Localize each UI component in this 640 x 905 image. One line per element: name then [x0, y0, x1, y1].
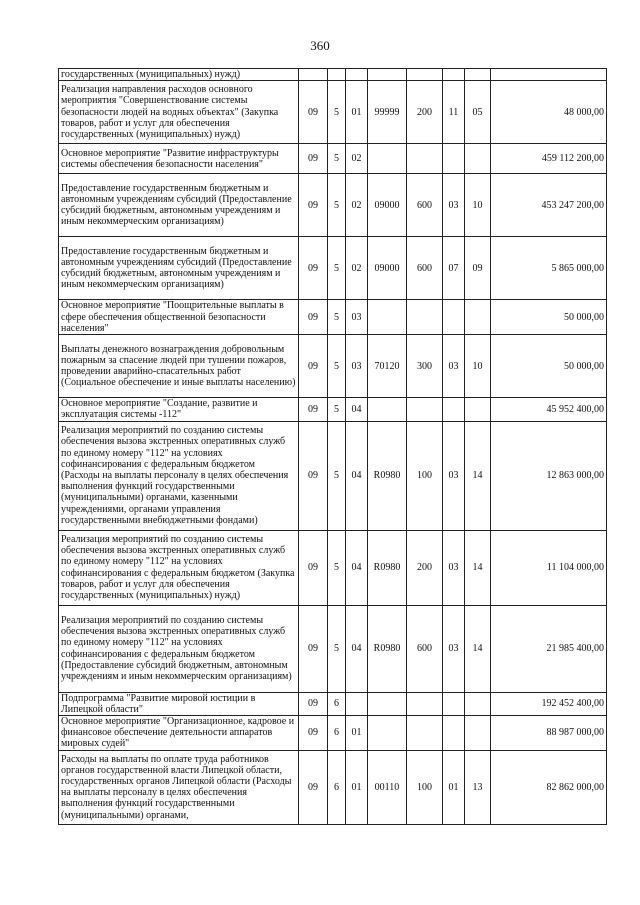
row-description: Основное мероприятие "Развитие инфраструктуры системы обеспечения безопасности населения" — [59, 144, 299, 174]
row-description: государственных (муниципальных) нужд) — [59, 69, 299, 81]
row-code-3: 03 — [346, 335, 368, 398]
row-amount: 50 000,00 — [491, 300, 607, 335]
row-code-7: 05 — [465, 81, 491, 144]
row-code-1: 09 — [299, 530, 328, 605]
budget-table — [58, 68, 607, 825]
row-code-3: 02 — [346, 237, 368, 300]
row-code-3: 04 — [346, 530, 368, 605]
row-description: Основное мероприятие "Поощрительные выплаты в сфере обеспечения общественной безопасности населения" — [59, 300, 299, 335]
row-code-6 — [443, 69, 465, 81]
row-code-5: 200 — [407, 530, 443, 605]
row-code-1: 09 — [299, 81, 328, 144]
row-code-2: 6 — [328, 750, 346, 824]
row-amount — [491, 69, 607, 81]
table-row — [59, 692, 607, 715]
table-body — [59, 69, 607, 825]
row-code-4 — [368, 398, 407, 421]
row-amount: 459 112 200,00 — [491, 144, 607, 174]
row-code-6: 03 — [443, 605, 465, 692]
row-code-1: 09 — [299, 335, 328, 398]
row-code-6: 03 — [443, 530, 465, 605]
row-code-1 — [299, 69, 328, 81]
row-code-7: 10 — [465, 174, 491, 237]
row-code-1: 09 — [299, 174, 328, 237]
row-code-7 — [465, 692, 491, 715]
row-code-5 — [407, 69, 443, 81]
row-code-4 — [368, 716, 407, 751]
row-amount: 453 247 200,00 — [491, 174, 607, 237]
row-description: Предоставление государственным бюджетным и автономным учреждениям субсидий (Предоставление субсидий бюджетным, автономным учреждениям и иным некоммерческим организациям) — [59, 174, 299, 237]
row-code-7: 14 — [465, 605, 491, 692]
row-code-3: 01 — [346, 750, 368, 824]
row-code-4 — [368, 144, 407, 174]
row-amount: 45 952 400,00 — [491, 398, 607, 421]
row-code-4 — [368, 692, 407, 715]
row-code-4 — [368, 300, 407, 335]
row-amount: 11 104 000,00 — [491, 530, 607, 605]
row-code-4: 09000 — [368, 174, 407, 237]
row-description: Предоставление государственным бюджетным и автономным учреждениям субсидий (Предоставление субсидий бюджетным, автономным учреждениям и иным некоммерческим организациям) — [59, 237, 299, 300]
row-description: Реализация мероприятий по созданию системы обеспечения вызова экстренных оперативных служб по единому номеру "112" на условиях софинансирования с федеральным бюджетом (Закупка товаров, работ и услуг для обеспечения государственных (муниципальных) нужд) — [59, 530, 299, 605]
row-code-5 — [407, 300, 443, 335]
row-code-2: 6 — [328, 716, 346, 751]
row-code-7 — [465, 398, 491, 421]
row-code-2: 6 — [328, 692, 346, 715]
row-code-1: 09 — [299, 716, 328, 751]
row-code-5: 600 — [407, 237, 443, 300]
row-code-1: 09 — [299, 692, 328, 715]
row-code-4: 09000 — [368, 237, 407, 300]
row-code-7 — [465, 69, 491, 81]
row-code-1: 09 — [299, 300, 328, 335]
page-number: 360 — [310, 38, 330, 53]
row-amount: 48 000,00 — [491, 81, 607, 144]
row-code-6 — [443, 398, 465, 421]
row-code-2: 5 — [328, 81, 346, 144]
row-code-6: 03 — [443, 335, 465, 398]
row-code-2: 5 — [328, 237, 346, 300]
row-code-5: 600 — [407, 174, 443, 237]
row-code-4: 99999 — [368, 81, 407, 144]
table-row — [59, 716, 607, 751]
row-description: Выплаты денежного вознаграждения добровольным пожарным за спасение людей при тушении пожаров, проведении аварийно-спасательных работ (Социальное обеспечение и иные выплаты населению) — [59, 335, 299, 398]
row-code-6: 07 — [443, 237, 465, 300]
row-code-5 — [407, 716, 443, 751]
row-code-7: 10 — [465, 335, 491, 398]
table-row — [59, 81, 607, 144]
row-code-4: 70120 — [368, 335, 407, 398]
row-code-4: R0980 — [368, 421, 407, 530]
row-code-6: 03 — [443, 421, 465, 530]
row-code-1: 09 — [299, 605, 328, 692]
table-row — [59, 144, 607, 174]
table-row — [59, 421, 607, 530]
row-code-2 — [328, 69, 346, 81]
row-code-1: 09 — [299, 398, 328, 421]
row-code-1: 09 — [299, 421, 328, 530]
row-code-6: 11 — [443, 81, 465, 144]
row-amount: 21 985 400,00 — [491, 605, 607, 692]
row-code-2: 5 — [328, 300, 346, 335]
table-row — [59, 237, 607, 300]
row-description: Реализация мероприятий по созданию системы обеспечения вызова экстренных оперативных служб по единому номеру "112" на условиях софинансирования с федеральным бюджетом (Предоставление субсидий бюджетным, автономным учреждениям и иным некоммерческим организациям) — [59, 605, 299, 692]
row-description: Реализация направления расходов основного мероприятия "Совершенствование системы безопасности людей на водных объектах" (Закупка товаров, работ и услуг для обеспечения государственных (муниципальных) нужд) — [59, 81, 299, 144]
row-code-3: 03 — [346, 300, 368, 335]
row-code-3: 04 — [346, 398, 368, 421]
row-code-4: R0980 — [368, 530, 407, 605]
row-code-5: 100 — [407, 421, 443, 530]
row-code-3: 04 — [346, 421, 368, 530]
row-code-7 — [465, 300, 491, 335]
row-code-5: 200 — [407, 81, 443, 144]
row-code-5 — [407, 144, 443, 174]
row-code-6 — [443, 692, 465, 715]
row-code-6 — [443, 300, 465, 335]
row-code-2: 5 — [328, 605, 346, 692]
row-code-2: 5 — [328, 335, 346, 398]
row-amount: 5 865 000,00 — [491, 237, 607, 300]
row-code-1: 09 — [299, 237, 328, 300]
row-code-7 — [465, 716, 491, 751]
row-description: Основное мероприятие "Создание, развитие и эксплуатация системы -112" — [59, 398, 299, 421]
row-code-2: 5 — [328, 144, 346, 174]
table-row — [59, 69, 607, 81]
row-code-5 — [407, 398, 443, 421]
row-description: Подпрограмма "Развитие мировой юстиции в Липецкой области" — [59, 692, 299, 715]
row-description: Основное мероприятие "Организационное, кадровое и финансовое обеспечение деятельности аппаратов мировых судей" — [59, 716, 299, 751]
row-code-2: 5 — [328, 530, 346, 605]
row-code-4: 00110 — [368, 750, 407, 824]
row-code-5: 300 — [407, 335, 443, 398]
row-code-3: 04 — [346, 605, 368, 692]
row-code-7: 14 — [465, 530, 491, 605]
row-description: Расходы на выплаты по оплате труда работников органов государственной власти Липецкой области, государственных органов Липецкой области (Расходы на выплаты персоналу в целях обеспечения выполнения функций государственными (муниципальными) органами, — [59, 750, 299, 824]
row-code-6 — [443, 716, 465, 751]
table-row — [59, 174, 607, 237]
row-code-5 — [407, 692, 443, 715]
table-row — [59, 530, 607, 605]
row-code-4: R0980 — [368, 605, 407, 692]
row-code-3: 01 — [346, 81, 368, 144]
row-description: Реализация мероприятий по созданию системы обеспечения вызова экстренных оперативных служб по единому номеру "112" на условиях софинансирования с федеральным бюджетом (Расходы на выплаты персоналу в целях обеспечения выполнения функций государственными (муниципальными) органами, казенными учреждениями, органами управления государственными внебюджетными фондами) — [59, 421, 299, 530]
row-amount: 50 000,00 — [491, 335, 607, 398]
row-code-6 — [443, 144, 465, 174]
row-code-1: 09 — [299, 144, 328, 174]
row-code-2: 5 — [328, 398, 346, 421]
table-row — [59, 605, 607, 692]
row-code-3: 01 — [346, 716, 368, 751]
row-code-7 — [465, 144, 491, 174]
row-code-6: 03 — [443, 174, 465, 237]
row-code-6: 01 — [443, 750, 465, 824]
row-code-2: 5 — [328, 174, 346, 237]
table-row — [59, 398, 607, 421]
row-code-3: 02 — [346, 144, 368, 174]
row-code-7: 09 — [465, 237, 491, 300]
row-amount: 192 452 400,00 — [491, 692, 607, 715]
row-code-7: 14 — [465, 421, 491, 530]
row-code-3 — [346, 69, 368, 81]
row-code-5: 100 — [407, 750, 443, 824]
row-code-7: 13 — [465, 750, 491, 824]
row-code-5: 600 — [407, 605, 443, 692]
row-amount: 88 987 000,00 — [491, 716, 607, 751]
row-code-1: 09 — [299, 750, 328, 824]
row-amount: 12 863 000,00 — [491, 421, 607, 530]
row-code-2: 5 — [328, 421, 346, 530]
row-code-4 — [368, 69, 407, 81]
row-code-3: 02 — [346, 174, 368, 237]
row-amount: 82 862 000,00 — [491, 750, 607, 824]
table-row — [59, 750, 607, 824]
table-row — [59, 300, 607, 335]
row-code-3 — [346, 692, 368, 715]
table-row — [59, 335, 607, 398]
